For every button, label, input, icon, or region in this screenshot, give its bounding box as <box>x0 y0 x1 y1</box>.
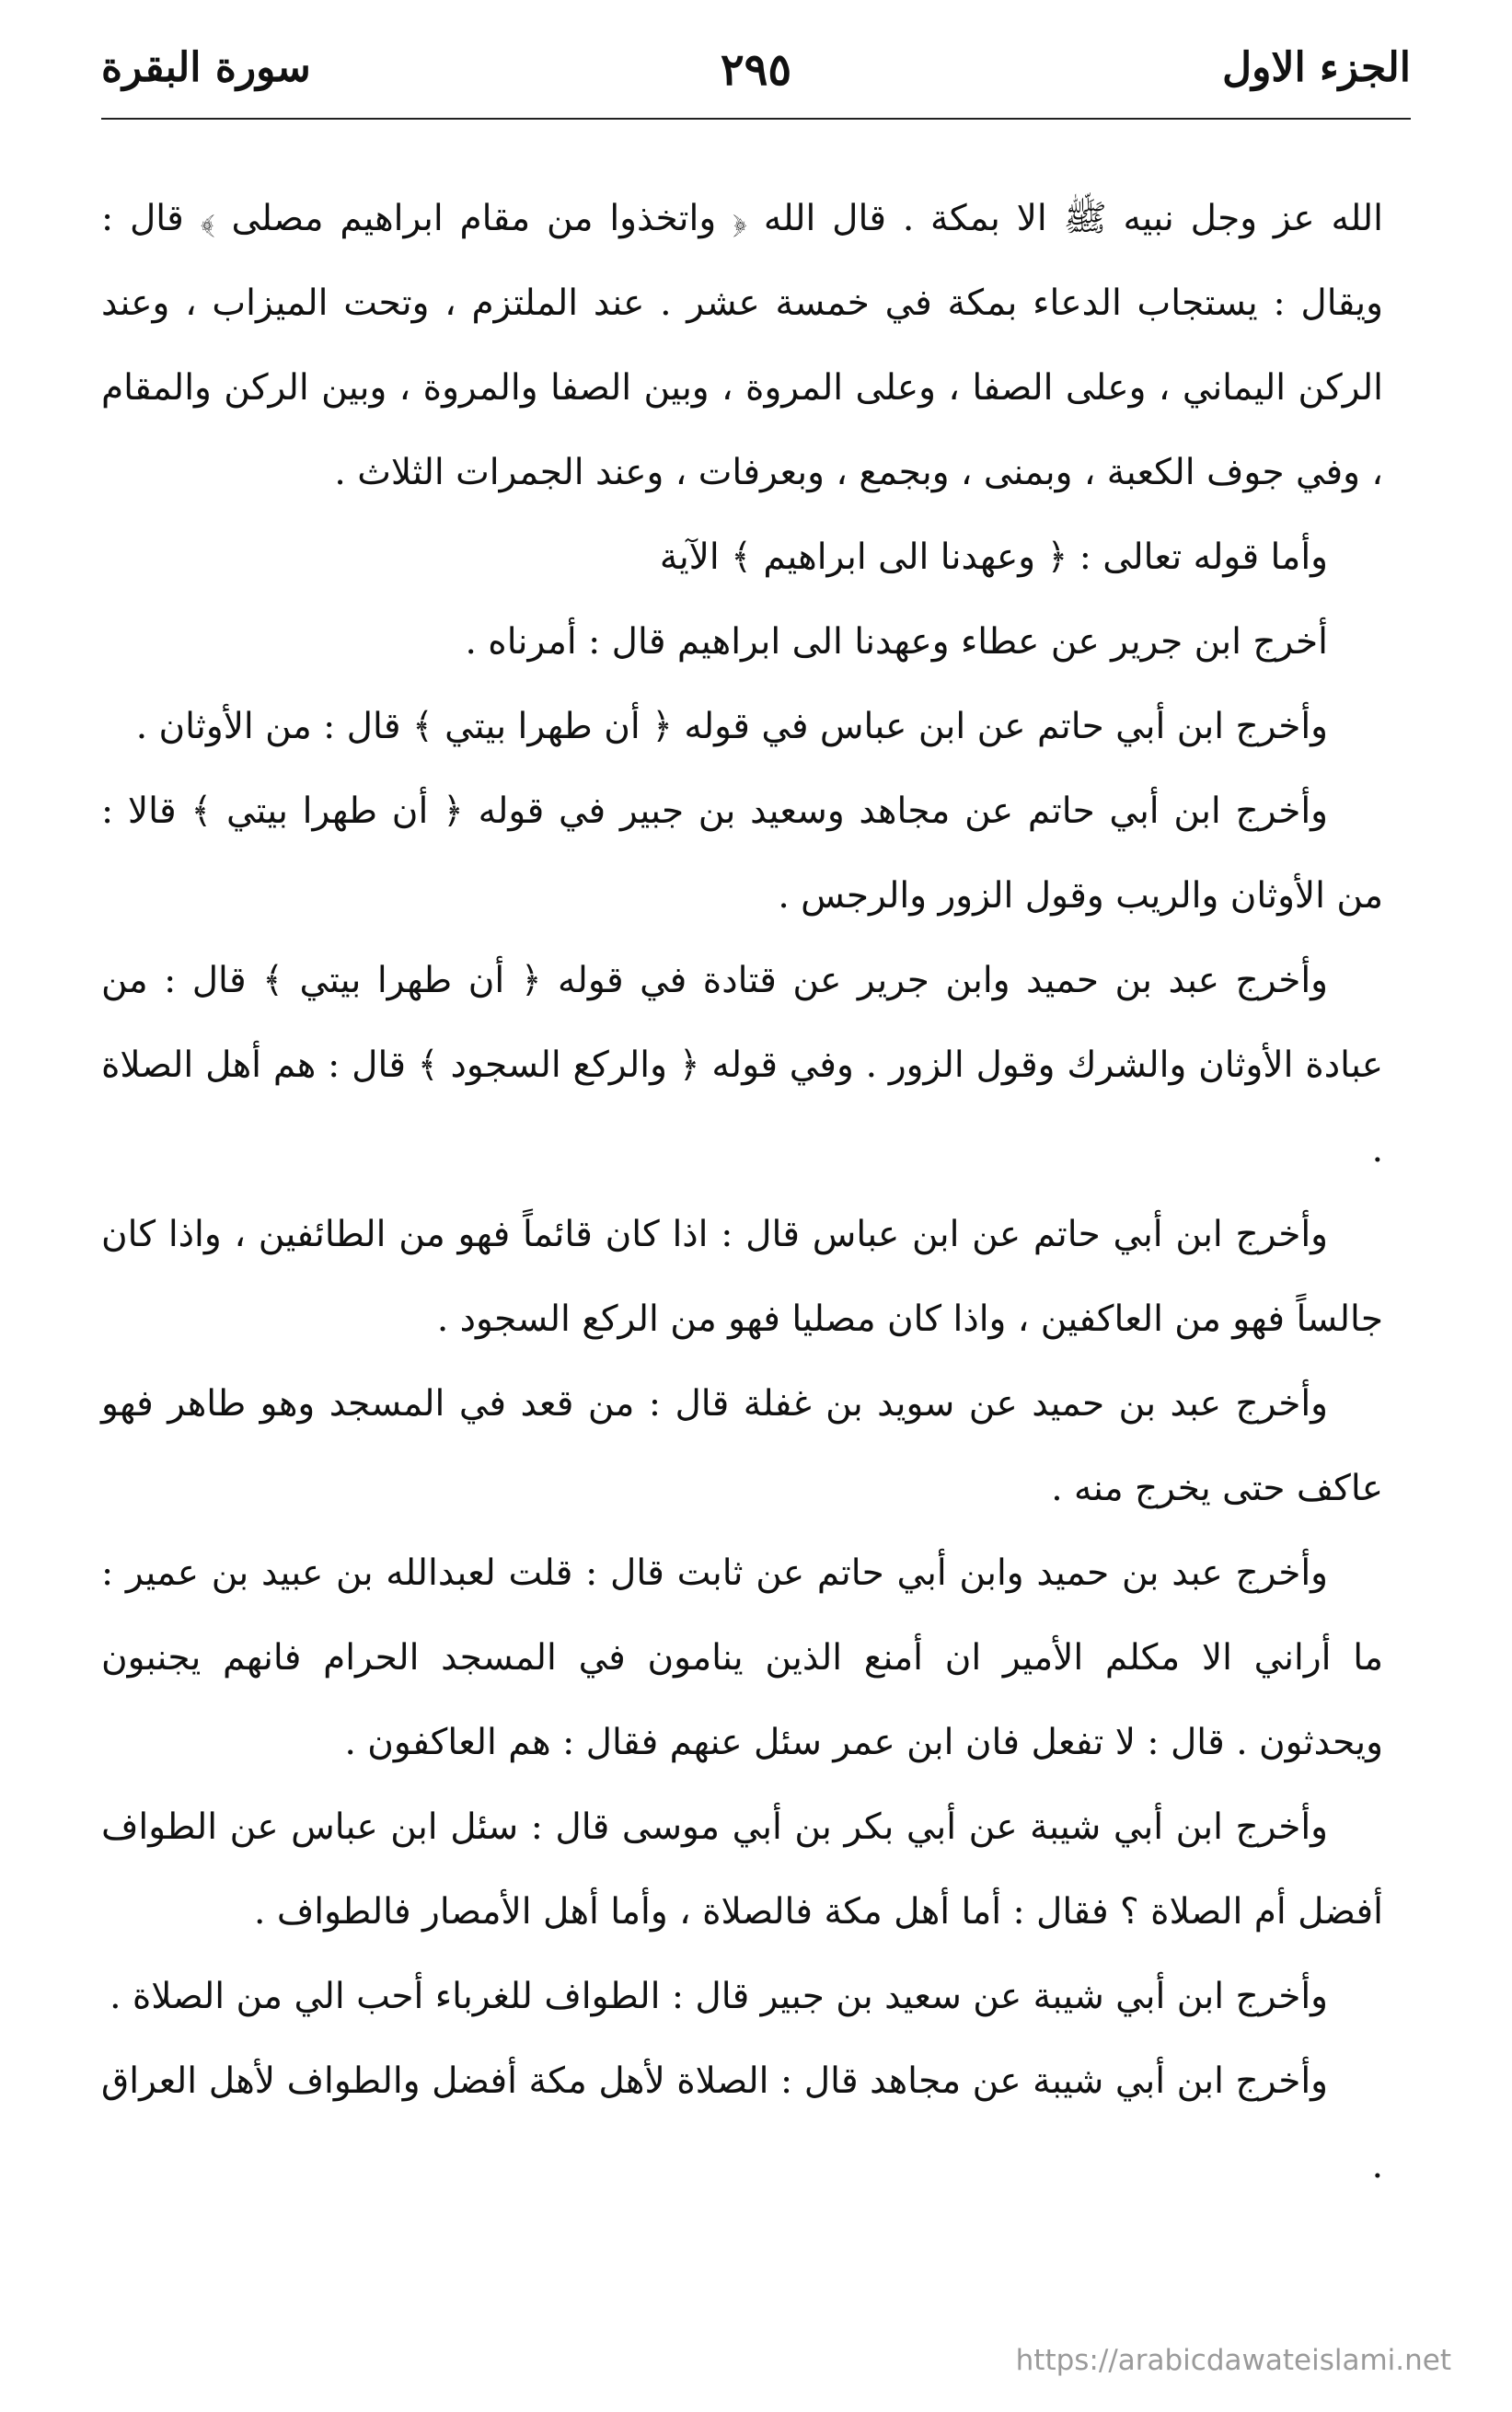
paragraph: وأخرج ابن أبي حاتم عن ابن عباس في قوله ﴿ أن طهرا بيتي ﴾ قال : من الأوثان . <box>135 706 1328 747</box>
paragraph: وأخرج عبد بن حميد عن سويد بن غفلة قال : من قعد في المسجد وهو طاهر فهو عاكف حتى يخرج منه . <box>101 1383 1383 1509</box>
volume-label: الجزء الاول <box>1222 44 1411 91</box>
surah-label: سورة البقرة <box>101 44 311 91</box>
page-body <box>101 177 1383 2209</box>
paragraph: وأما قوله تعالى : ﴿ وعهدنا الى ابراهيم ﴾ الآية <box>659 537 1328 578</box>
paragraph: وأخرج ابن أبي شيبة عن أبي بكر بن أبي موسى قال : سئل ابن عباس عن الطواف أفضل أم الصلاة ؟ فقال : أما أهل مكة فالصلاة ، وأما أهل الأمصار فالطواف . <box>101 1806 1383 1933</box>
page-header <box>101 44 1411 109</box>
paragraph: وأخرج ابن أبي شيبة عن مجاهد قال : الصلاة لأهل مكة أفضل والطواف لأهل العراق . <box>101 2060 1383 2187</box>
paragraph: الله عز وجل نبيه ﷺ الا بمكة . قال الله ﴿ واتخذوا من مقام ابراهيم مصلى ﴾ قال : ويقال : يستجاب الدعاء بمكة في خمسة عشر . عند الملتزم ، وتحت الميزاب ، وعند الركن اليماني ، وعلى الصفا ، وعلى المروة ، وبين الصفا والمروة ، وبين الركن والمقام ، وفي جوف الكعبة ، وبمنى ، وبجمع ، وبعرفات ، وعند الجمرات الثلاث . <box>101 198 1383 493</box>
paragraph: وأخرج ابن أبي حاتم عن ابن عباس قال : اذا كان قائماً فهو من الطائفين ، واذا كان جالساً فهو من العاكفين ، واذا كان مصليا فهو من الركع السجود . <box>101 1214 1383 1340</box>
page-number: ٢٩٥ <box>720 44 792 96</box>
watermark-url[interactable]: https://arabicdawateislami.net <box>1015 2344 1451 2377</box>
paragraph: وأخرج ابن أبي حاتم عن مجاهد وسعيد بن جبير في قوله ﴿ أن طهرا بيتي ﴾ قالا : من الأوثان والريب وقول الزور والرجس . <box>101 791 1383 917</box>
paragraph: وأخرج عبد بن حميد وابن أبي حاتم عن ثابت قال : قلت لعبدالله بن عبيد بن عمير : ما أراني الا مكلم الأمير ان أمنع الذين ينامون في المسجد الحرام فانهم يجنبون ويحدثون . قال : لا تفعل فان ابن عمر سئل عنهم فقال : هم العاكفون . <box>101 1552 1383 1763</box>
paragraph: وأخرج عبد بن حميد وابن جرير عن قتادة في قوله ﴿ أن طهرا بيتي ﴾ قال : من عبادة الأوثان والشرك وقول الزور . وفي قوله ﴿ والركع السجود ﴾ قال : هم أهل الصلاة . <box>101 960 1383 1171</box>
paragraph: أخرج ابن جرير عن عطاء وعهدنا الى ابراهيم قال : أمرناه . <box>465 621 1328 663</box>
header-divider <box>101 118 1411 120</box>
paragraph: وأخرج ابن أبي شيبة عن سعيد بن جبير قال : الطواف للغرباء أحب الي من الصلاة . <box>110 1976 1328 2017</box>
